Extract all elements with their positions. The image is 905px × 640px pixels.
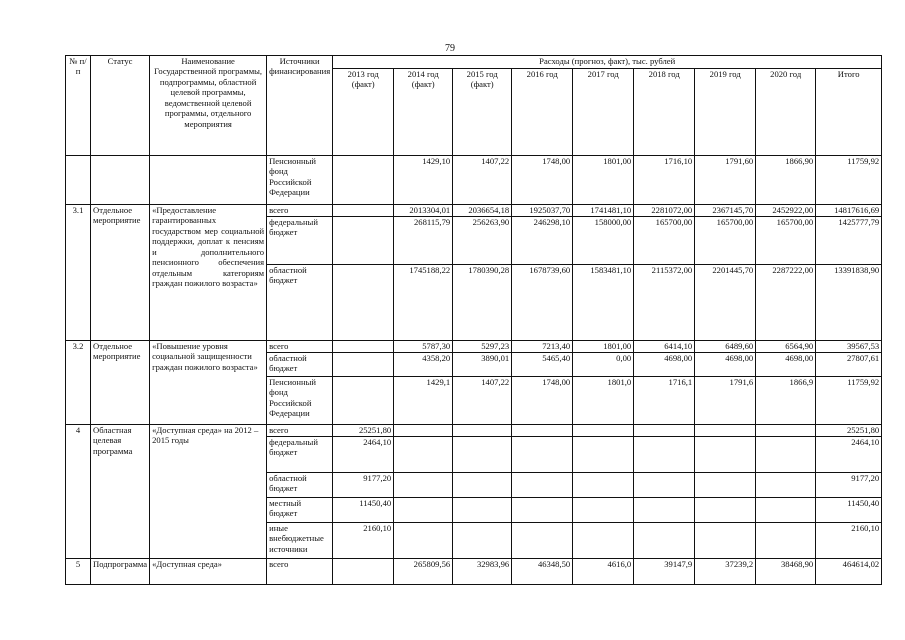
page-number: 79 [445,43,455,54]
cell-num: 3.2 [66,341,91,425]
cell-value: 13391838,90 [816,265,882,341]
cell-value: 1780390,28 [453,265,512,341]
cell-value: 0,00 [573,353,634,377]
cell-value [573,473,634,498]
cell-source: Пенсионный фонд Российской Федерации [267,156,333,205]
budget-table [65,55,882,585]
cell-source: областной бюджет [267,353,333,377]
table-row [66,425,882,437]
header-num: № п/п [66,56,91,156]
cell-name [150,156,267,205]
cell-value: 1745188,22 [394,265,453,341]
cell-value: 1791,6 [695,377,756,425]
cell-value: 7213,40 [512,341,573,353]
cell-value: 4698,00 [634,353,695,377]
cell-value [512,425,573,437]
cell-value: 3890,01 [453,353,512,377]
cell-value: 1801,00 [573,341,634,353]
cell-value: 1748,00 [512,377,573,425]
cell-value: 25251,80 [816,425,882,437]
cell-value: 4358,20 [394,353,453,377]
cell-value [333,341,394,353]
header-year: 2020 год [756,69,816,156]
cell-value [333,353,394,377]
header-year: 2013 год (факт) [333,69,394,156]
cell-name: «Доступная среда» на 2012 – 2015 годы [150,425,267,559]
cell-value [394,437,453,473]
cell-num: 4 [66,425,91,559]
cell-source: Пенсионный фонд Российской Федерации [267,377,333,425]
cell-value: 11759,92 [816,377,882,425]
cell-value: 1716,1 [634,377,695,425]
cell-value: 165700,00 [634,217,695,265]
cell-value [756,425,816,437]
cell-value [695,473,756,498]
cell-value [333,217,394,265]
cell-value: 46348,50 [512,559,573,585]
cell-value: 25251,80 [333,425,394,437]
cell-value: 2160,10 [333,523,394,559]
cell-value: 2013304,01 [394,205,453,217]
cell-value: 246298,10 [512,217,573,265]
cell-value: 37239,2 [695,559,756,585]
cell-value [512,523,573,559]
cell-value: 1716,10 [634,156,695,205]
cell-value: 11450,40 [816,498,882,523]
cell-value: 1407,22 [453,156,512,205]
cell-value [573,523,634,559]
cell-value: 6414,10 [634,341,695,353]
cell-value: 1429,10 [394,156,453,205]
cell-value [573,425,634,437]
header-year: 2015 год (факт) [453,69,512,156]
cell-value: 27807,61 [816,353,882,377]
cell-value [695,498,756,523]
cell-value: 1678739,60 [512,265,573,341]
cell-status: Областная целевая программа [91,425,150,559]
cell-value [453,437,512,473]
header-expenses: Расходы (прогноз, факт), тыс. рублей [333,56,882,69]
cell-value: 2287222,00 [756,265,816,341]
cell-value: 1866,9 [756,377,816,425]
cell-status: Отдельное мероприятие [91,341,150,425]
cell-value [333,205,394,217]
header-year: 2019 год [695,69,756,156]
cell-source: федеральный бюджет [267,217,333,265]
cell-value: 6564,90 [756,341,816,353]
cell-value: 2367145,70 [695,205,756,217]
header-year: 2017 год [573,69,634,156]
table-row [66,559,882,585]
cell-value: 2464,10 [816,437,882,473]
cell-value [512,437,573,473]
cell-status [91,156,150,205]
cell-value [634,425,695,437]
cell-value [453,473,512,498]
cell-value: 4616,0 [573,559,634,585]
cell-source: всего [267,425,333,437]
cell-value [695,523,756,559]
header-year: 2014 год (факт) [394,69,453,156]
cell-value: 1741481,10 [573,205,634,217]
cell-value [756,437,816,473]
cell-value [394,498,453,523]
cell-value: 4698,00 [756,353,816,377]
cell-value: 256263,90 [453,217,512,265]
cell-value [394,523,453,559]
cell-source: всего [267,559,333,585]
table-row [66,205,882,217]
cell-value: 11759,92 [816,156,882,205]
cell-source: всего [267,205,333,217]
cell-value [512,473,573,498]
cell-value [634,473,695,498]
cell-value: 268115,79 [394,217,453,265]
cell-value: 11450,40 [333,498,394,523]
cell-name: «Доступная среда» [150,559,267,585]
cell-value [333,377,394,425]
cell-value [573,437,634,473]
cell-value [333,265,394,341]
cell-source: местный бюджет [267,498,333,523]
cell-source: федеральный бюджет [267,437,333,473]
cell-value [756,523,816,559]
cell-value: 5465,40 [512,353,573,377]
cell-value [333,559,394,585]
cell-value: 165700,00 [756,217,816,265]
cell-value [453,523,512,559]
cell-value [634,437,695,473]
header-name: Наименование Государственной программы, подпрограммы, областной целевой программы, ведомственной целевой программы, отдельного мероприятия [150,56,267,156]
cell-value: 2464,10 [333,437,394,473]
header-source: Источники финансирования [267,56,333,156]
cell-value [756,498,816,523]
cell-value: 14817616,69 [816,205,882,217]
cell-num: 5 [66,559,91,585]
cell-value: 2036654,18 [453,205,512,217]
cell-value: 1429,1 [394,377,453,425]
cell-value [634,498,695,523]
cell-value: 2115372,00 [634,265,695,341]
cell-value: 9177,20 [816,473,882,498]
cell-status: Подпрограмма [91,559,150,585]
cell-value [634,523,695,559]
cell-num [66,156,91,205]
cell-source: всего [267,341,333,353]
header-year: 2016 год [512,69,573,156]
cell-value: 1866,90 [756,156,816,205]
cell-value: 1407,22 [453,377,512,425]
cell-value: 158000,00 [573,217,634,265]
cell-value: 1425777,79 [816,217,882,265]
cell-value [333,156,394,205]
cell-name: «Предоставление гарантированных государством мер социальной поддержки, доплат к пенсиям и дополнительного пенсионного обеспечения отдельным категориям граждан пожилого возраста» [150,205,267,341]
cell-value: 1748,00 [512,156,573,205]
cell-value [512,498,573,523]
cell-value: 2281072,00 [634,205,695,217]
cell-value: 165700,00 [695,217,756,265]
cell-num: 3.1 [66,205,91,341]
cell-value: 5787,30 [394,341,453,353]
cell-value [394,473,453,498]
cell-value [453,425,512,437]
cell-value: 464614,02 [816,559,882,585]
header-status: Статус [91,56,150,156]
header-year: 2018 год [634,69,695,156]
cell-value: 1801,00 [573,156,634,205]
cell-value [695,437,756,473]
cell-value: 6489,60 [695,341,756,353]
cell-source: областной бюджет [267,473,333,498]
cell-value [756,473,816,498]
header-total: Итого [816,69,882,156]
cell-value: 9177,20 [333,473,394,498]
cell-value [695,425,756,437]
cell-value: 1925037,70 [512,205,573,217]
cell-value: 32983,96 [453,559,512,585]
cell-value: 2452922,00 [756,205,816,217]
cell-value: 4698,00 [695,353,756,377]
cell-value [394,425,453,437]
cell-value: 5297,23 [453,341,512,353]
cell-value: 38468,90 [756,559,816,585]
cell-value: 39147,9 [634,559,695,585]
table-row [66,341,882,353]
cell-value: 1791,60 [695,156,756,205]
cell-name: «Повышение уровня социальной защищенности граждан пожилого возраста» [150,341,267,425]
cell-value: 2201445,70 [695,265,756,341]
table-row [66,156,882,205]
cell-status: Отдельное мероприятие [91,205,150,341]
cell-value: 39567,53 [816,341,882,353]
cell-value: 1583481,10 [573,265,634,341]
cell-source: иные внебюджетные источники [267,523,333,559]
cell-value: 1801,0 [573,377,634,425]
cell-value: 2160,10 [816,523,882,559]
cell-value [453,498,512,523]
cell-value [573,498,634,523]
cell-value: 265809,56 [394,559,453,585]
cell-source: областной бюджет [267,265,333,341]
